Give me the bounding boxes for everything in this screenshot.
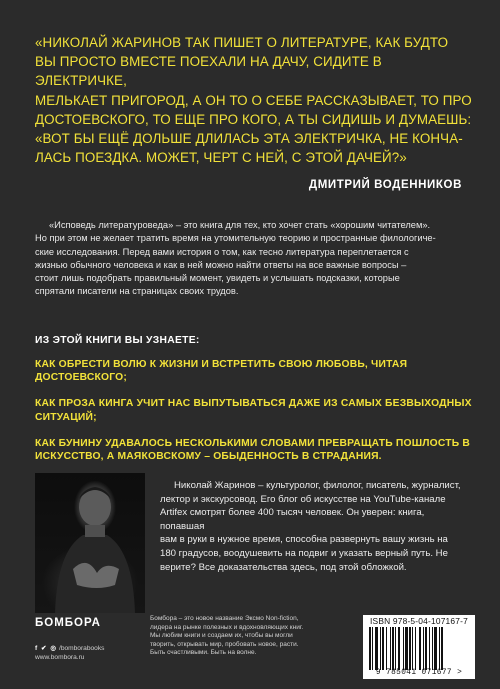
intro-line: стоит лишь подобрать правильный момент, увидеть и услышать подсказки, которые — [35, 273, 400, 284]
learn-heading: ИЗ ЭТОЙ КНИГИ ВЫ УЗНАЕТЕ: — [35, 335, 200, 346]
quote-line: ВЫ ПРОСТО ВМЕСТЕ ПОЕХАЛИ НА ДАЧУ, СИДИТЕ В ЭЛЕКТРИЧКЕ, — [35, 54, 382, 89]
about-line: Быть счастливыми. Быть на волне. — [150, 649, 257, 657]
about-line: творить, открывать мир, пробовать новое, расти. — [150, 640, 299, 648]
publisher-about — [150, 615, 360, 658]
intro-line: жизнью обычного человека и как в ней можно найти ответы на все важные вопросы – — [35, 259, 407, 270]
learn-item: КАК ОБРЕСТИ ВОЛЮ К ЖИЗНИ И ВСТРЕТИТЬ СВОЮ ЛЮБОВЬ, ЧИТАЯ ДОСТОЕВСКОГО; — [35, 359, 408, 384]
about-line: лидера на рынке полезных и вдохновляющих книг. — [150, 623, 304, 631]
intro-line: Но при этом не желает тратить время на утомительную теорию и пространные филологиче- — [35, 233, 436, 244]
isbn-label: ISBN 978-5-04-107167-7 — [370, 616, 468, 626]
social-links — [35, 644, 104, 662]
barcode-number: 9 785041 071677 > — [375, 669, 463, 677]
learn-list — [35, 358, 475, 476]
quote-line: МЕЛЬКАЕТ ПРИГОРОД, А ОН ТО О СЕБЕ РАССКАЗЫВАЕТ, ТО ПРО — [35, 92, 472, 108]
author-bio — [160, 479, 465, 574]
intro-line: «Исповедь литературоведа» – это книга для тех, кто хочет стать «хорошим читателем». — [49, 220, 431, 230]
learn-item: КАК БУНИНУ УДАВАЛОСЬ НЕСКОЛЬКИМИ СЛОВАМИ ПРЕВРАЩАТЬ ПОШЛОСТЬ В ИСКУССТВО, А МАЯКОВСКОМУ – ОБЫДЕННОСТЬ В СТРАДАНИЯ. — [35, 437, 471, 463]
author-silhouette-icon — [35, 473, 145, 613]
quote-block — [35, 33, 475, 167]
author-photo — [35, 473, 145, 613]
bio-line: вам в руки в нужное время, способна развернуть вашу жизнь на — [160, 534, 448, 546]
quote-line: «НИКОЛАЙ ЖАРИНОВ ТАК ПИШЕТ О ЛИТЕРАТУРЕ, КАК БУДТО — [35, 35, 449, 50]
learn-item: КАК ПРОЗА КИНГА УЧИТ НАС ВЫПУТЫВАТЬСЯ ДАЖЕ ИЗ САМЫХ БЕЗВЫХОДНЫХ СИТУАЦИЙ; — [35, 398, 472, 423]
social-icons: f ✔ ◎ — [35, 645, 58, 652]
quote-line: «ВОТ БЫ ЕЩЁ ДОЛЬШЕ ДЛИЛАСЬ ЭТА ЭЛЕКТРИЧКА, НЕ КОНЧА- — [35, 131, 463, 147]
intro-line: спрятали писатели на страницах своих трудов. — [35, 286, 239, 297]
social-handle: /bomborabooks — [58, 645, 105, 652]
quote-line: ЛАСЬ ПОЕЗДКА. МОЖЕТ, ЧЕРТ С НЕЙ, С ЭТОЙ ДАЧЕЙ?» — [35, 150, 407, 166]
about-line: Мы любим книги и создаем их, чтобы вы могли — [150, 632, 293, 640]
bio-line: Artifex смотрят более 400 тысяч человек. Он уверен: книга, попавшая — [160, 507, 425, 532]
site-url: www.bombora.ru — [35, 654, 85, 661]
bio-line: Николай Жаринов – культуролог, филолог, писатель, журналист, — [174, 480, 461, 491]
intro-line: ские исследования. Перед вами история о том, как тесно литература переплетается с — [35, 246, 409, 257]
bio-line: лектор и экскурсовод. Его блог об искусстве на YouTube-канале — [160, 493, 446, 505]
intro-text — [35, 219, 465, 299]
publisher-logo: БОМБОРА — [35, 617, 101, 629]
about-line: Бомбора – это новое название Эксмо Non-fiction, — [150, 615, 299, 622]
quote-author: ДМИТРИЙ ВОДЕННИКОВ — [308, 179, 462, 191]
bio-line: 180 градусов, воодушевить на подвиг и указать верный путь. Не — [160, 547, 448, 559]
barcode-icon — [369, 627, 469, 670]
quote-line: ДОСТОЕВСКОГО, ТО ЕЩЕ ПРО КОГО, А ТЫ СИДИШЬ И ДУМАЕШЬ: — [35, 111, 472, 127]
bio-line: верите? Все доказательства здесь, под этой обложкой. — [160, 561, 407, 573]
isbn-barcode-box — [363, 615, 475, 679]
